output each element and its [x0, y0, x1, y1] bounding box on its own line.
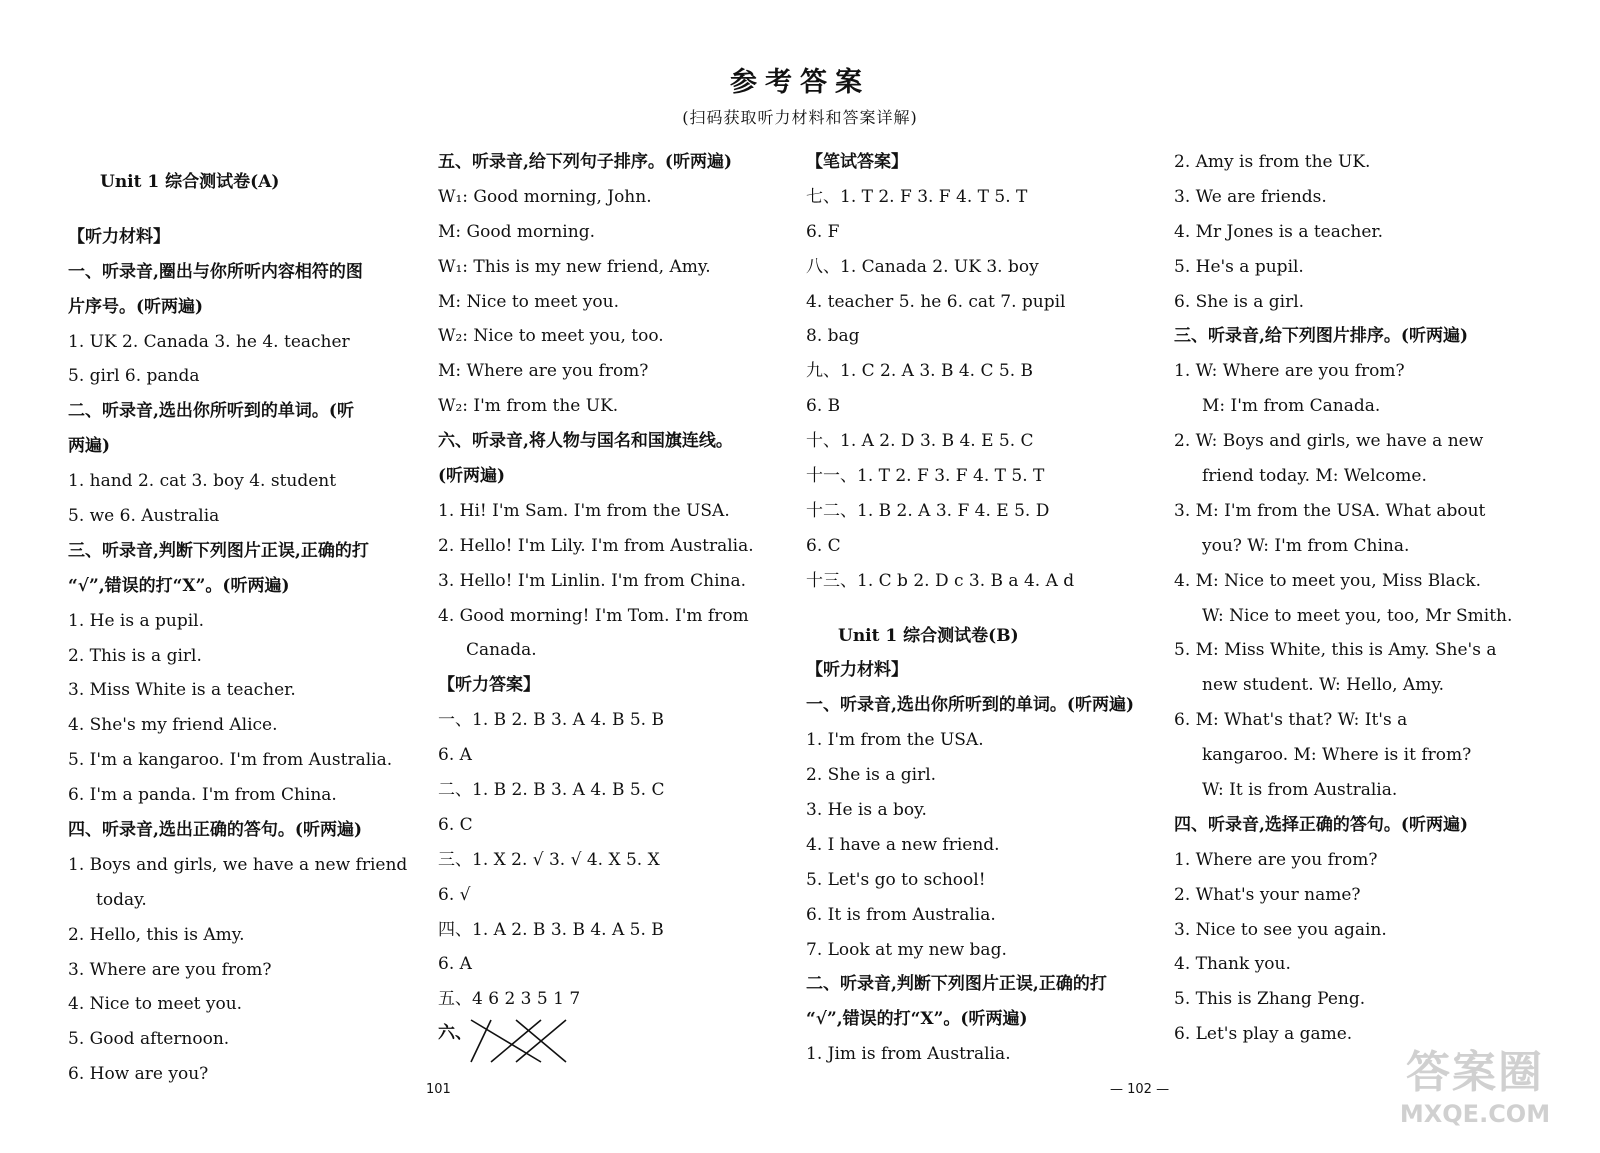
section-heading: 四、听录音,选择正确的答句。(听两遍): [1174, 814, 1469, 835]
page-subtitle: (扫码获取听力材料和答案详解): [682, 108, 918, 127]
answer-line: 6. She is a girl.: [1174, 291, 1305, 312]
answer-line: 八、1. Canada 2. UK 3. boy: [806, 256, 1039, 277]
answer-line: 九、1. C 2. A 3. B 4. C 5. B: [806, 361, 1034, 382]
answer-line: 6. It is from Australia.: [806, 904, 996, 925]
answer-line: 5. Good afternoon.: [68, 1029, 230, 1050]
answer-line: 3. M: I'm from the USA. What about: [1174, 500, 1486, 521]
answer-line: 6. C: [438, 814, 473, 835]
answer-line: W₂: Nice to meet you, too.: [438, 326, 664, 347]
answer-line: you? W: I'm from China.: [1202, 535, 1410, 556]
answer-line: 4. Thank you.: [1174, 954, 1291, 975]
answer-line: W₁: This is my new friend, Amy.: [438, 256, 711, 277]
section-heading: 四、听录音,选出正确的答句。(听两遍): [68, 820, 363, 841]
section-heading: 【听力答案】: [438, 675, 540, 696]
section-heading: 五、听录音,给下列句子排序。(听两遍): [438, 152, 733, 172]
watermark-brand: 答案圈: [1406, 1047, 1544, 1098]
answer-line: 2. Amy is from the UK.: [1174, 152, 1371, 172]
column-4: [1174, 145, 1519, 1095]
answer-line: 1. UK 2. Canada 3. he 4. teacher: [68, 331, 350, 352]
answer-line: 1. He is a pupil.: [68, 610, 205, 631]
section-heading: 一、听录音,选出你所听到的单词。(听两遍): [806, 695, 1135, 716]
answer-line: today.: [96, 889, 147, 910]
answer-line: 2. W: Boys and girls, we have a new: [1174, 431, 1484, 452]
answer-line: 十、1. A 2. D 3. B 4. E 5. C: [806, 431, 1034, 452]
answer-line: 2. Hello, this is Amy.: [68, 924, 245, 945]
answer-line: 1. W: Where are you from?: [1174, 361, 1405, 382]
matching-label: 六、: [438, 1023, 472, 1043]
section-heading: 二、听录音,判断下列图片正误,正确的打: [806, 974, 1107, 995]
section-heading: 一、听录音,圈出与你所听内容相符的图: [68, 261, 363, 282]
answer-line: 5. we 6. Australia: [68, 506, 220, 527]
answer-line: 3. Miss White is a teacher.: [68, 680, 296, 701]
section-heading: 【笔试答案】: [806, 152, 908, 172]
answer-line: 4. I have a new friend.: [806, 834, 1000, 855]
answer-line: kangaroo. M: Where is it from?: [1202, 745, 1472, 766]
answer-line: W₂: I'm from the UK.: [438, 396, 619, 417]
answer-line: 6. B: [806, 396, 841, 417]
answer-line: 5. This is Zhang Peng.: [1174, 989, 1366, 1010]
matching-lines-diagram: [466, 1012, 586, 1072]
matching-answer: [438, 1012, 558, 1072]
answer-line: friend today. M: Welcome.: [1202, 466, 1427, 487]
answer-line: M: Where are you from?: [438, 361, 649, 382]
page-number-left: 101: [426, 1082, 451, 1097]
section-heading: 三、听录音,给下列图片排序。(听两遍): [1174, 326, 1469, 347]
section-heading: (听两遍): [438, 466, 506, 487]
answer-line: M: Good morning.: [438, 221, 595, 242]
answer-line: 3. Hello! I'm Linlin. I'm from China.: [438, 570, 747, 591]
answer-line: 6. Let's play a game.: [1174, 1024, 1353, 1045]
section-heading: 【听力材料】: [806, 660, 908, 681]
answer-line: 6. M: What's that? W: It's a: [1174, 710, 1408, 731]
answer-line: 4. M: Nice to meet you, Miss Black.: [1174, 570, 1481, 591]
answer-line: M: Nice to meet you.: [438, 291, 619, 312]
answer-line: 五、4 6 2 3 5 1 7: [438, 989, 581, 1010]
answer-line: 1. Hi! I'm Sam. I'm from the USA.: [438, 500, 730, 521]
answer-line: Canada.: [466, 640, 537, 661]
answer-line: 3. Nice to see you again.: [1174, 919, 1387, 940]
answer-line: 三、1. X 2. √ 3. √ 4. X 5. X: [438, 849, 660, 870]
answer-line: 4. Good morning! I'm Tom. I'm from: [438, 605, 749, 626]
page-number-right: — 102 —: [1110, 1082, 1170, 1097]
answer-line: 一、1. B 2. B 3. A 4. B 5. B: [438, 710, 664, 731]
answer-line: 5. I'm a kangaroo. I'm from Australia.: [68, 750, 393, 771]
section-heading: 六、听录音,将人物与国名和国旗连线。: [438, 431, 733, 452]
answer-line: M: I'm from Canada.: [1202, 396, 1381, 417]
column-3: [806, 145, 1151, 1095]
answer-line: 6. I'm a panda. I'm from China.: [68, 785, 337, 806]
answer-line: 4. She's my friend Alice.: [68, 715, 278, 736]
answer-line: 二、1. B 2. B 3. A 4. B 5. C: [438, 780, 665, 801]
answer-line: W: It is from Australia.: [1202, 780, 1398, 801]
answer-line: 5. M: Miss White, this is Amy. She's a: [1174, 640, 1497, 661]
answer-line: 四、1. A 2. B 3. B 4. A 5. B: [438, 919, 664, 940]
page-title: 参考答案: [730, 67, 870, 98]
answer-line: 1. Boys and girls, we have a new friend: [68, 854, 408, 875]
answer-line: 5. He's a pupil.: [1174, 256, 1304, 277]
answer-line: 6. F: [806, 221, 840, 242]
answer-line: 6. √: [438, 884, 471, 905]
answer-line: 2. She is a girl.: [806, 765, 937, 786]
section-title: Unit 1 综合测试卷(A): [100, 172, 280, 192]
section-title: Unit 1 综合测试卷(B): [838, 625, 1019, 646]
section-heading: 两遍): [68, 436, 111, 457]
answer-line: 6. C: [806, 535, 841, 556]
answer-line: 1. Jim is from Australia.: [806, 1044, 1011, 1065]
watermark-logo: [1385, 1047, 1565, 1135]
answer-line: 6. How are you?: [68, 1064, 209, 1085]
section-heading: 二、听录音,选出你所听到的单词。(听: [68, 401, 354, 422]
spacer: [68, 145, 413, 165]
answer-line: 十二、1. B 2. A 3. F 4. E 5. D: [806, 500, 1050, 521]
watermark-url: MXQE.COM: [1399, 1100, 1551, 1128]
answer-line: 2. What's your name?: [1174, 884, 1361, 905]
answer-line: 七、1. T 2. F 3. F 4. T 5. T: [806, 186, 1028, 207]
answer-line: 6. A: [438, 954, 472, 975]
answer-line: W: Nice to meet you, too, Mr Smith.: [1202, 605, 1513, 626]
answer-line: 1. hand 2. cat 3. boy 4. student: [68, 471, 337, 492]
answer-line: 1. Where are you from?: [1174, 849, 1378, 870]
column-1: [68, 145, 413, 1095]
answer-line: 2. Hello! I'm Lily. I'm from Australia.: [438, 535, 754, 556]
answer-line: 5. girl 6. panda: [68, 366, 200, 387]
answer-line: 6. A: [438, 745, 472, 766]
answer-line: 3. We are friends.: [1174, 186, 1327, 207]
answer-line: 3. He is a boy.: [806, 800, 927, 821]
answer-line: 十三、1. C b 2. D c 3. B a 4. A d: [806, 570, 1075, 591]
answer-line: 4. Mr Jones is a teacher.: [1174, 221, 1384, 242]
section-heading: “√”,错误的打“X”。(听两遍): [68, 575, 290, 596]
answer-line: 十一、1. T 2. F 3. F 4. T 5. T: [806, 466, 1045, 487]
answer-line: W₁: Good morning, John.: [438, 186, 652, 207]
spacer: [68, 200, 413, 220]
section-heading: “√”,错误的打“X”。(听两遍): [806, 1009, 1028, 1030]
answer-line: 1. I'm from the USA.: [806, 730, 984, 751]
section-heading: 片序号。(听两遍): [68, 296, 204, 317]
column-2: [438, 145, 783, 1095]
answer-line: new student. W: Hello, Amy.: [1202, 675, 1445, 696]
answer-line: 4. Nice to meet you.: [68, 994, 243, 1015]
section-heading: 【听力材料】: [68, 226, 170, 247]
answer-line: 7. Look at my new bag.: [806, 939, 1007, 960]
answer-line: 5. Let's go to school!: [806, 869, 986, 890]
spacer: [806, 599, 1151, 619]
answer-line: 3. Where are you from?: [68, 959, 272, 980]
answer-line: 8. bag: [806, 326, 860, 347]
answer-line: 2. This is a girl.: [68, 645, 202, 666]
answer-line: 4. teacher 5. he 6. cat 7. pupil: [806, 291, 1066, 312]
section-heading: 三、听录音,判断下列图片正误,正确的打: [68, 540, 369, 561]
